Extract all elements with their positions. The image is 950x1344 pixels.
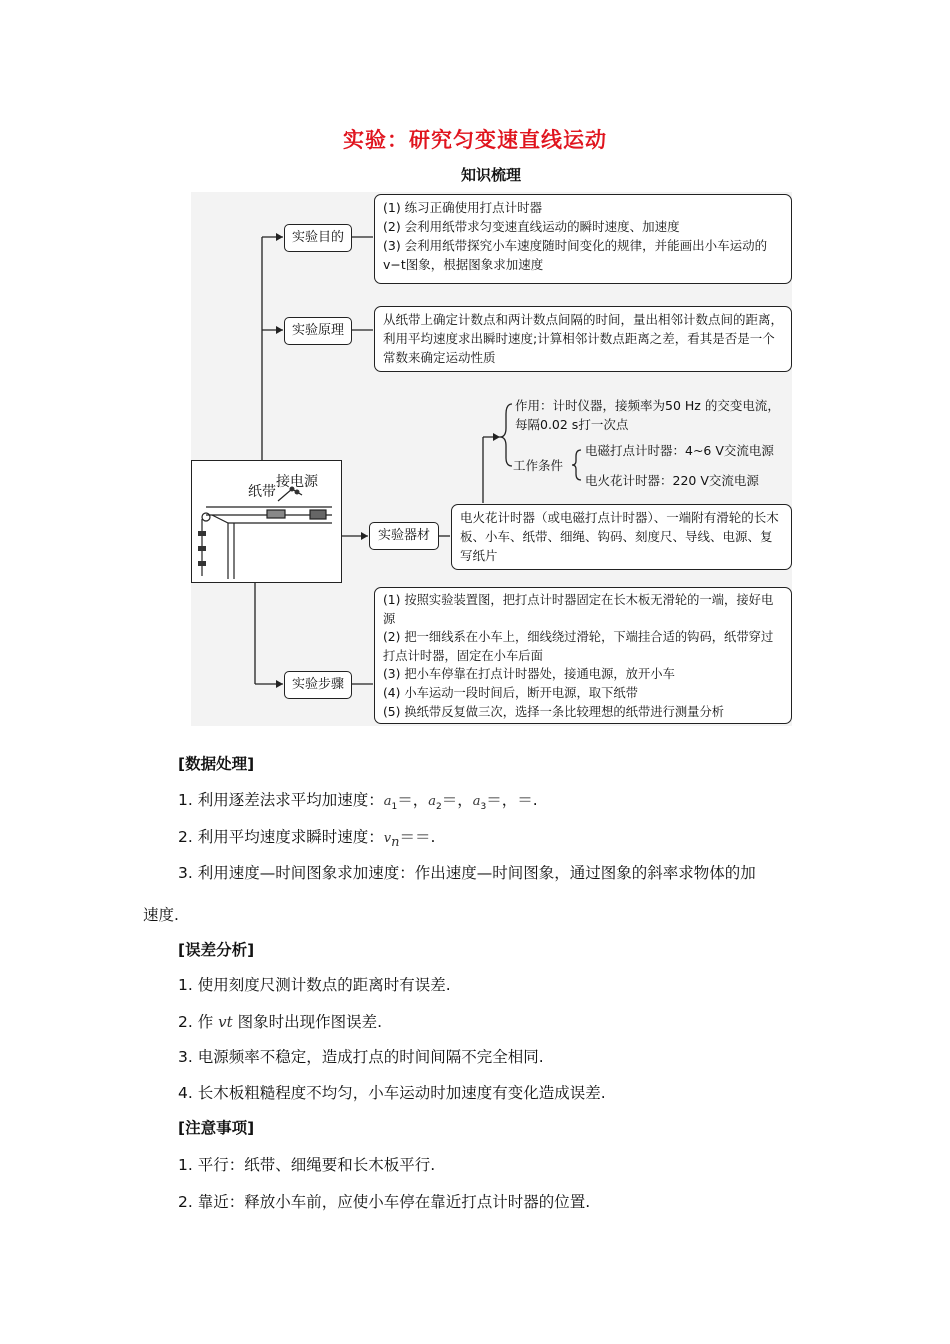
notes-heading: [注意事项] bbox=[178, 1119, 255, 1137]
data-processing-heading: [数据处理] bbox=[178, 755, 255, 773]
error-item-3: 3. 电源频率不稳定，造成打点的时间间隔不完全相同. bbox=[178, 1048, 544, 1066]
purpose-box: (1) 练习正确使用打点计时器 (2) 会利用纸带求匀变速直线运动的瞬时速度、加速度 (3) 会利用纸带探究小车速度随时间变化的规律，并能画出小车运动的v−t图象，根据图象求加速度 bbox=[374, 194, 792, 284]
data-item-3-line-2: 速度. bbox=[143, 906, 179, 924]
working-condition-1: 电磁打点计时器：4~6 V交流电源 bbox=[585, 443, 774, 458]
apparatus-illustration bbox=[191, 460, 342, 583]
error-item-1: 1. 使用刻度尺测计数点的距离时有误差. bbox=[178, 976, 451, 994]
principle-box: 从纸带上确定计数点和两计数点间隔的时间，量出相邻计数点间的距离，利用平均速度求出瞬时速度;计算相邻计数点距离之差，看其是否是一个常数来确定运动性质 bbox=[374, 306, 792, 372]
purpose-label: 实验目的 bbox=[284, 224, 352, 252]
error-item-4: 4. 长木板粗糙程度不均匀，小车运动时加速度有变化造成误差. bbox=[178, 1084, 606, 1102]
apparatus-drawing bbox=[192, 461, 341, 582]
data-item-2: 2. 利用平均速度求瞬时速度：$v_n==$. bbox=[178, 828, 436, 851]
working-condition-2: 电火花计时器：220 V交流电源 bbox=[585, 473, 759, 488]
equipment-label: 实验器材 bbox=[369, 522, 439, 550]
data-item-3-line-1: 3. 利用速度—时间图象求加速度：作出速度—时间图象，通过图象的斜率求物体的加 bbox=[178, 864, 756, 882]
notes-item-2: 2. 靠近：释放小车前，应使小车停在靠近打点计时器的位置. bbox=[178, 1193, 591, 1211]
steps-box: (1) 按照实验装置图，把打点计时器固定在长木板无滑轮的一端，接好电源 (2) 把一细线系在小车上，细线绕过滑轮，下端挂合适的钩码，纸带穿过打点计时器，固定在小车后面 (3) 把小车停靠在打点计时器处，接通电源，放开小车 (4) 小车运动一段时间后，断开电源，取下纸带 (5) 换纸带反复做三次，选择一条比较理想的纸带进行测量分析 bbox=[374, 587, 792, 724]
notes-item-1: 1. 平行：纸带、细绳要和长木板平行. bbox=[178, 1156, 436, 1174]
error-analysis-heading: [误差分析] bbox=[178, 941, 255, 959]
page-title: 实验：研究匀变速直线运动 bbox=[343, 128, 607, 152]
apparatus-label-tape: 纸带 bbox=[248, 484, 276, 500]
equipment-box: 电火花计时器（或电磁打点计时器）、一端附有滑轮的长木板、小车、纸带、细绳、钩码、刻度尺、导线、电源、复写纸片 bbox=[451, 504, 792, 570]
principle-label: 实验原理 bbox=[284, 317, 352, 345]
page-subtitle: 知识梳理 bbox=[460, 166, 521, 184]
error-item-2: 2. 作 vt 图象时出现作图误差. bbox=[178, 1013, 383, 1031]
function-text: 作用：计时仪器，接频率为50 Hz 的交变电流， 每隔0.02 s打一次点 bbox=[515, 398, 780, 432]
data-item-1: 1. 利用逐差法求平均加速度：$a_1=$，$a_2=$，$a_3=$，＝. bbox=[178, 791, 538, 813]
steps-label: 实验步骤 bbox=[284, 671, 352, 699]
working-label: 工作条件 bbox=[513, 458, 564, 473]
apparatus-label-power: 接电源 bbox=[276, 474, 318, 490]
